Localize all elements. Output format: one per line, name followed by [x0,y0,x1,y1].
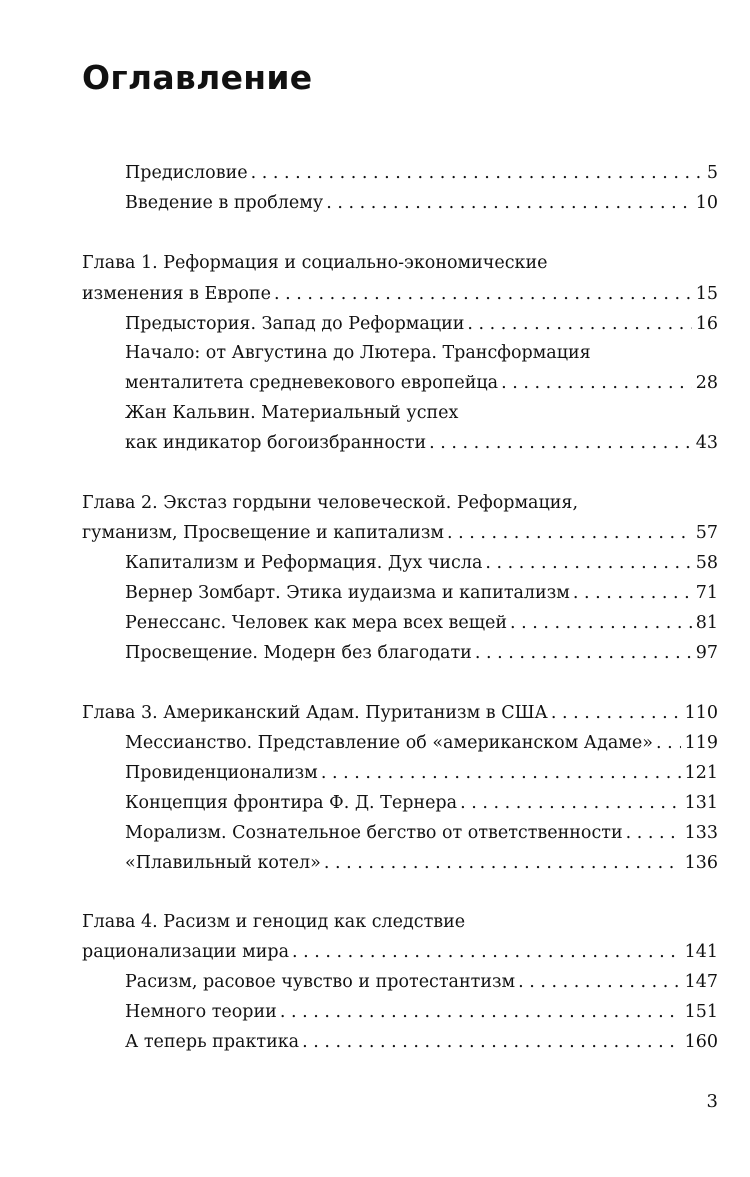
toc-entry-title: гуманизм, Просвещение и капитализм [82,523,444,543]
dot-leader [518,967,680,997]
dot-leader [321,758,681,788]
dot-leader [302,1027,680,1057]
toc-entry [82,937,718,967]
toc-entry-page: 10 [695,193,718,213]
toc-entry-title: Вернер Зомбарт. Этика иудаизма и капитализм [125,583,570,603]
toc-entry [125,188,718,218]
toc-entry-title: Мессианство. Представление об «американском Адаме» [125,733,653,753]
toc-entry-page: 5 [706,163,718,183]
toc-entry-title: рационализации мира [82,942,290,962]
toc-entry-page: 71 [695,583,718,603]
toc-entry [82,518,718,548]
toc-entry-title: Провиденционализм [125,763,318,783]
toc-entry [82,698,718,728]
toc-entry-title: Глава 3. Американский Адам. Пуританизм в США [82,703,548,723]
toc-entry-title: Введение в проблему [125,193,324,213]
toc-entry-title: Расизм, расовое чувство и протестантизм [125,972,516,992]
toc-entry-page: 16 [695,314,718,334]
toc-entry-title: Ренессанс. Человек как мера всех вещей [125,613,508,633]
toc-entry [125,788,718,818]
toc-entry [125,967,718,997]
toc-entry [125,309,718,339]
dot-leader [485,548,691,578]
toc-entry-page: 58 [695,553,718,573]
toc-entry [125,728,718,758]
toc-entry [125,548,718,578]
toc-chapter-title: Глава 1. Реформация и социально-экономические [82,253,548,273]
toc-entry [82,279,718,309]
dot-leader [324,848,681,878]
dot-leader [510,608,692,638]
toc-entry [125,158,718,188]
toc-entry-page: 81 [695,613,718,633]
toc-entry [125,758,718,788]
toc-entry-title: Жан Кальвин. Материальный успех [125,403,459,423]
dot-leader [429,428,692,458]
toc-entry-title: Немного теории [125,1002,277,1022]
toc-entry-title: Концепция фронтира Ф. Д. Тернера [125,793,458,813]
toc-entry-title: Предыстория. Запад до Реформации [125,314,465,334]
dot-leader [460,788,681,818]
toc-entry-page: 141 [684,942,718,962]
toc-entry-page: 133 [684,823,718,843]
dot-leader [475,638,692,668]
toc-entry-title: Предисловие [125,163,248,183]
dot-leader [280,997,681,1027]
toc-entry-page: 131 [684,793,718,813]
toc-entry-title: Просвещение. Модерн без благодати [125,643,472,663]
toc-entry [125,368,718,398]
toc-chapter-title: Глава 4. Расизм и геноцид как следствие [82,912,466,932]
toc-entry-title: Капитализм и Реформация. Дух числа [125,553,483,573]
toc-entry-page: 110 [684,703,718,723]
toc-entry [125,1027,718,1057]
toc-entry-title: «Плавильный котел» [125,853,321,873]
toc-entry-page: 57 [695,523,718,543]
dot-leader [656,728,681,758]
toc-entry-page: 136 [684,853,718,873]
toc-entry [125,997,718,1027]
page-number: 3 [706,1091,718,1112]
dot-leader [573,578,692,608]
toc-entry [125,848,718,878]
dot-leader [551,698,681,728]
toc-entry-page: 119 [684,733,718,753]
toc-entry-title: изменения в Европе [82,284,271,304]
toc-chapter-title: Глава 2. Экстаз гордыни человеческой. Реформация, [82,493,579,513]
toc-entry-title: Морализм. Сознательное бегство от ответственности [125,823,623,843]
toc-entry-page: 151 [684,1002,718,1022]
toc-entry-page: 160 [684,1032,718,1052]
toc-entry [125,638,718,668]
dot-leader [501,368,692,398]
dot-leader [326,188,692,218]
toc-entry-title: А теперь практика [125,1032,300,1052]
dot-leader [251,158,703,188]
toc-entry-title: как индикатор богоизбранности [125,433,427,453]
dot-leader [626,818,681,848]
toc-entry-title: менталитета средневекового европейца [125,373,499,393]
toc-entry-page: 97 [695,643,718,663]
toc-entry-page: 43 [695,433,718,453]
toc-entry-page: 121 [684,763,718,783]
dot-leader [447,518,692,548]
toc-entry [125,428,718,458]
dot-leader [467,309,691,339]
toc-entry-page: 28 [695,373,718,393]
toc-entry-title: Начало: от Августина до Лютера. Трансформация [125,343,591,363]
page-title: Оглавление [82,58,313,97]
toc-entry [125,818,718,848]
toc-entry [125,578,718,608]
toc-entry-page: 15 [695,284,718,304]
toc-entry [125,608,718,638]
dot-leader [274,279,692,309]
toc-entry-page: 147 [684,972,718,992]
dot-leader [292,937,681,967]
